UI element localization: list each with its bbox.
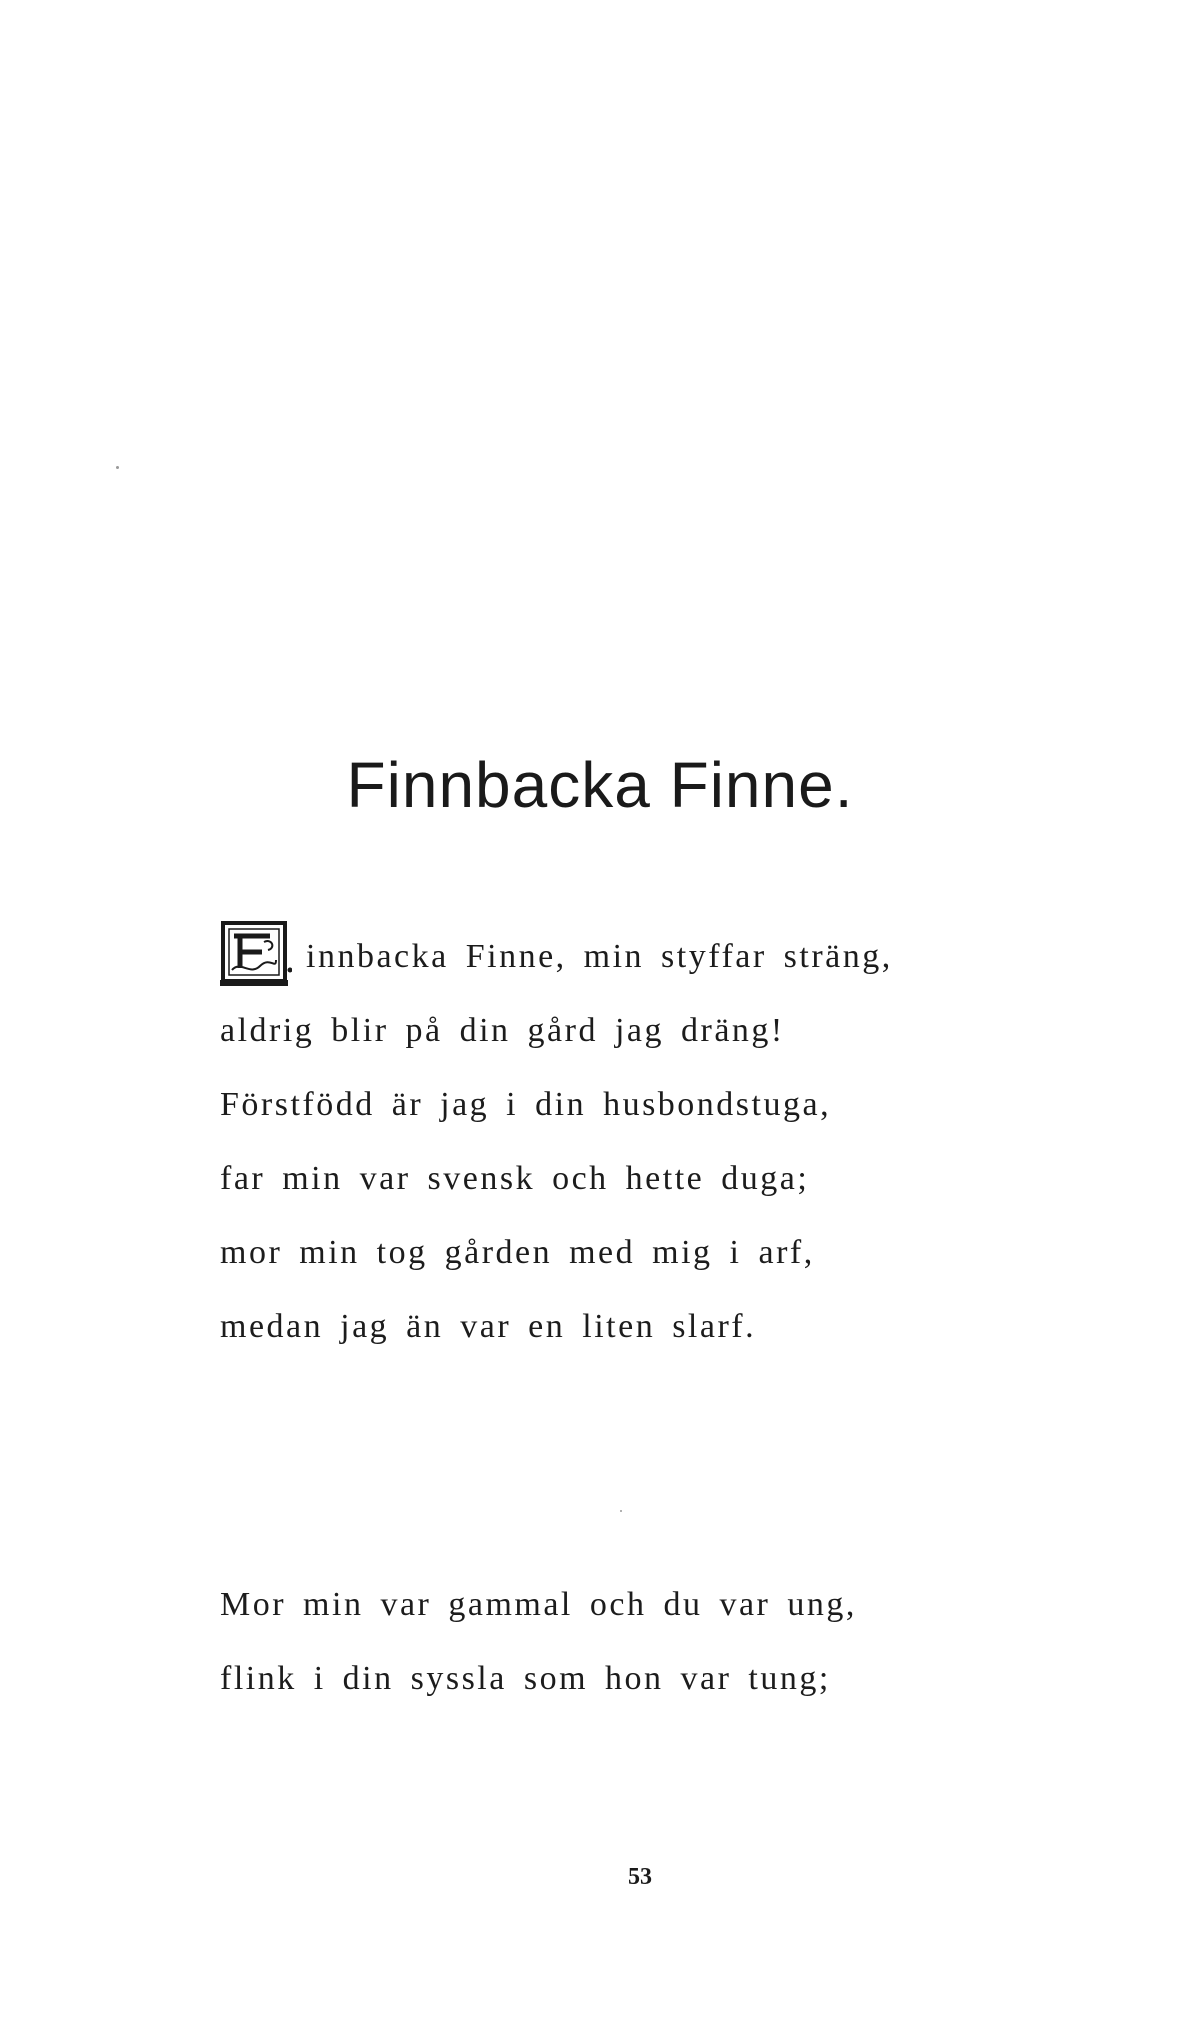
stanza-1 [220,920,1020,1364]
scan-speck [116,466,119,469]
svg-text:F: F [221,984,225,985]
poem-line-3: Förstfödd är jag i din husbondstuga, [220,1086,832,1123]
scan-speck [620,1510,622,1512]
poem-line-1 [220,920,1020,994]
poem-line-6: medan jag än var en liten slarf. [220,1308,757,1345]
page-number: 53 [628,1864,652,1890]
poem-line-5: mor min tog gården med mig i arf, [220,1234,815,1271]
poem-line-4: far min var svensk och hette duga; [220,1160,810,1197]
poem-title: Finnbacka Finne. [346,749,854,821]
poem-line-7: Mor min var gammal och du var ung, [220,1586,857,1623]
poem-line-2: aldrig blir på din gård jag dräng! [220,1012,785,1049]
decorated-initial-f [220,920,292,986]
poem-line-8: flink i din syssla som hon var tung; [220,1660,831,1697]
first-line-text: innbacka Finne, min styffar sträng, [306,938,893,975]
stanza-2 [220,1568,1020,1716]
